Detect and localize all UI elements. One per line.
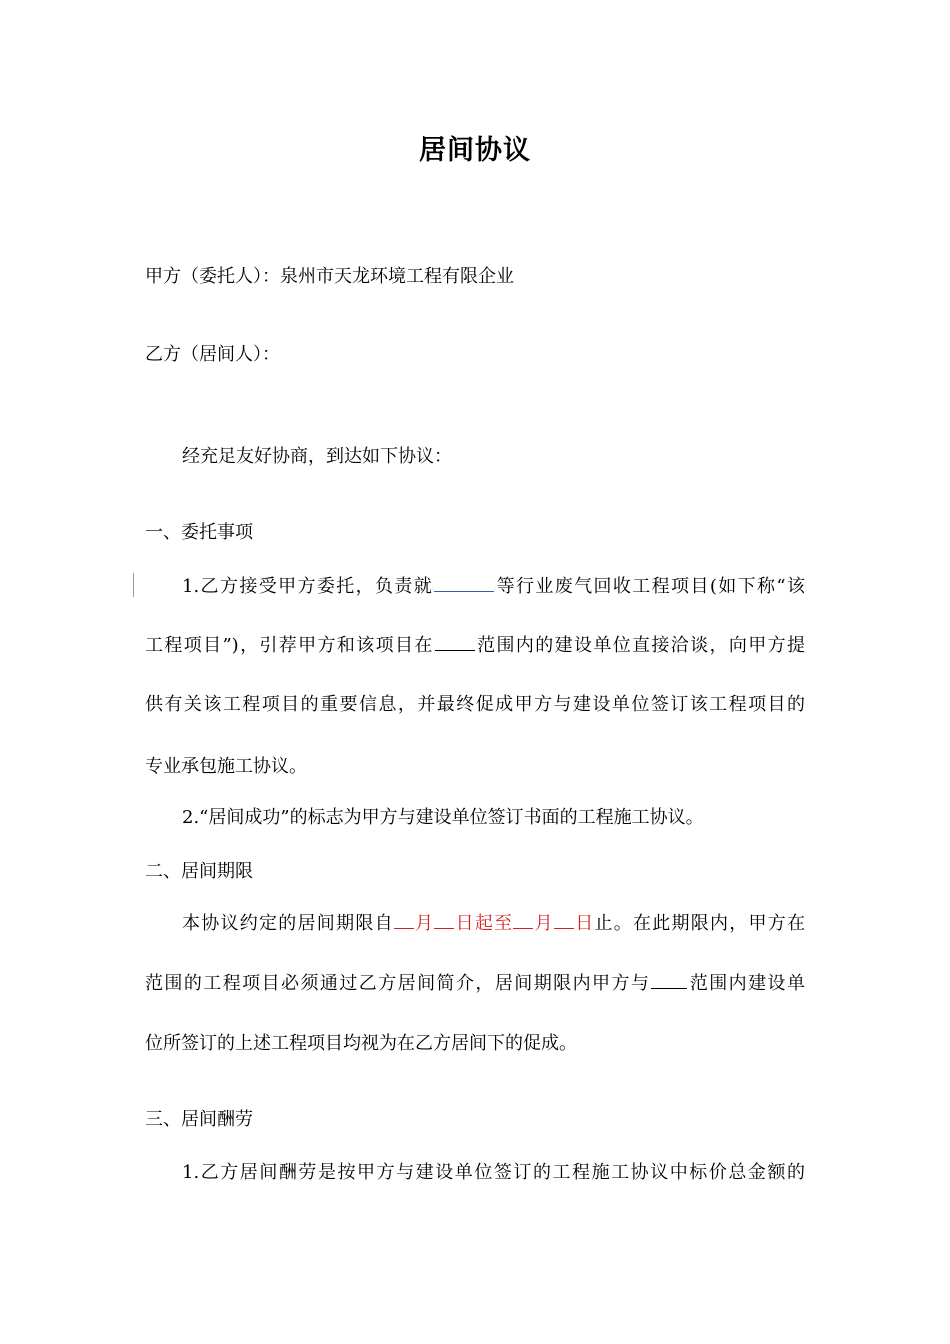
text-segment: 等行业废气回收工程项目(如下称“该 (495, 576, 805, 597)
fill-in-blank[interactable] (434, 573, 494, 592)
section1-item1-line3: 供有关该工程项目的重要信息，并最终促成甲方与建设单位签订该工程项目的 (145, 694, 805, 715)
fill-in-blank[interactable] (434, 910, 454, 929)
text-cursor-mark (133, 573, 134, 597)
section2-line2 (145, 970, 805, 997)
text-segment: 1.乙方接受甲方委托，负责就 (182, 576, 434, 597)
section1-item1-line1 (182, 573, 805, 600)
text-segment: 本协议约定的居间期限自 (182, 913, 394, 934)
party-a-line: 甲方（委托人）：泉州市天龙环境工程有限企业 (145, 266, 514, 287)
section2-heading: 二、居间期限 (145, 861, 253, 882)
section1-item2: 2.“居间成功”的标志为甲方与建设单位签订书面的工程施工协议。 (182, 807, 704, 828)
fill-in-blank[interactable] (554, 910, 574, 929)
section2-line1 (182, 910, 805, 937)
fill-in-blank[interactable] (435, 632, 475, 651)
fill-in-blank[interactable] (513, 910, 533, 929)
text-segment: 工程项目”)，引荐甲方和该项目在 (145, 635, 434, 656)
section2-line3: 位所签订的上述工程项目均视为在乙方居间下的促成。 (145, 1033, 577, 1054)
party-b-line: 乙方（居间人）： (145, 344, 280, 365)
document-title: 居间协议 (419, 135, 531, 166)
text-segment: 止。在此期限内，甲方在 (594, 913, 806, 934)
section3-heading: 三、居间酬劳 (145, 1109, 253, 1130)
section3-item1-line1: 1.乙方居间酬劳是按甲方与建设单位签订的工程施工协议中标价总金额的 (182, 1162, 805, 1183)
fill-in-blank[interactable] (651, 970, 687, 989)
text-segment: 范围的工程项目必须通过乙方居间简介，居间期限内甲方与 (145, 973, 651, 994)
intro-paragraph: 经充足友好协商，到达如下协议： (182, 446, 452, 467)
section1-item1-line2 (145, 632, 805, 659)
fill-in-blank[interactable] (394, 910, 414, 929)
section1-item1-line4: 专业承包施工协议。 (145, 756, 307, 777)
text-segment: 范围内建设单 (688, 973, 805, 994)
date-range: 月 日起至 月 日 (394, 913, 595, 934)
text-segment: 范围内的建设单位直接洽谈，向甲方提 (475, 635, 805, 656)
section1-heading: 一、委托事项 (145, 522, 253, 543)
